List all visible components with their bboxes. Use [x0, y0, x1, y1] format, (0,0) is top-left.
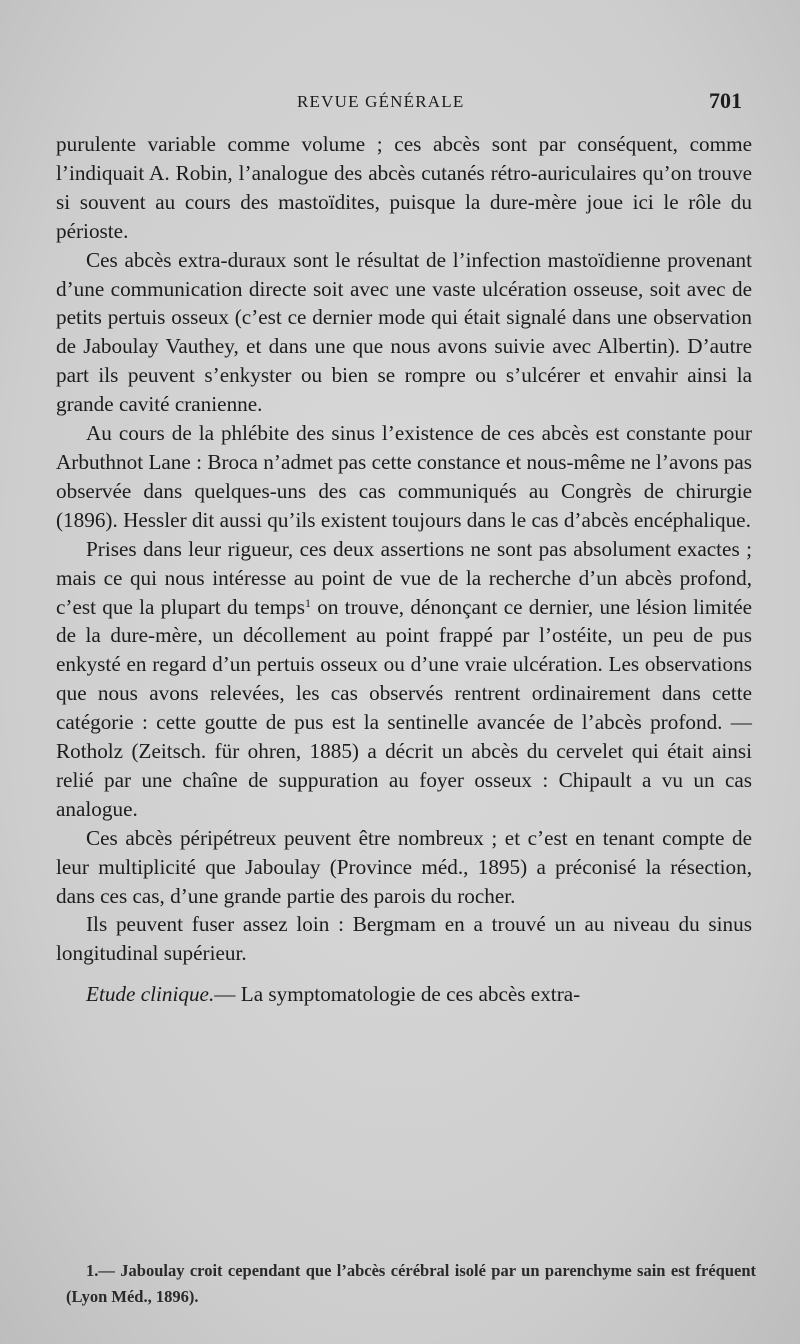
footnote-text: 1.— Jaboulay croit cependant que l’abcès cérébral isolé par un parenchyme sain est fréquent (Lyon Méd., 1896). — [66, 1261, 756, 1306]
section-heading: Etude clinique. — [86, 982, 215, 1007]
paragraph: Au cours de la phlébite des sinus l’existence de ces abcès est constante pour Arbuthnot Lane : Broca n’admet pas cette constance et nous-même ne l’avons pas observée dans quelques-uns des cas communiqués au Congrès de chirurgie (1896). Hessler dit aussi qu’ils existent toujours dans le cas d’abcès encéphalique. — [56, 421, 752, 532]
running-head: REVUE GÉNÉRALE — [297, 92, 465, 111]
page-header — [0, 88, 800, 118]
page-number: 701 — [709, 88, 742, 113]
paragraph-text: Prises dans leur rigueur, ces deux assertions ne sont pas absolument exactes ; mais ce qui nous intéresse au point de vue de la recherche d’un abcès profond, c’est que la plupart du temps — [56, 536, 752, 619]
paragraph: Ces abcès extra-duraux sont le résultat de l’infection mastoïdienne provenant d’une communication directe soit avec une vaste ulcération osseuse, soit avec de petits pertuis osseux (c’est ce dernier mode qui était signalé dans une observation de Jaboulay Vauthey, et dans une que nous avons suivie avec Albertin). D’autre part ils peuvent s’enkyster ou bien se rompre ou s’ulcérer et envahir ainsi la grande cavité cranienne. — [56, 247, 752, 417]
paragraph — [56, 980, 752, 1009]
paragraph: Ils peuvent fuser assez loin : Bergmam en a trouvé un au niveau du sinus longitudinal supérieur. — [56, 912, 752, 966]
footnote-reference[interactable]: 1 — [304, 595, 311, 610]
paragraph: purulente variable comme volume ; ces abcès sont par conséquent, comme l’indiquait A. Robin, l’analogue des abcès cutanés rétro-auriculaires qu’on trouve si souvent au cours des mastoïdites, puisque la dure-mère joue ici le rôle du périoste. — [56, 132, 752, 243]
paragraph: Ces abcès péripétreux peuvent être nombreux ; et c’est en tenant compte de leur multiplicité que Jaboulay (Province méd., 1895) a préconisé la résection, dans ces cas, d’une grande partie des parois du rocher. — [56, 825, 752, 908]
paragraph-text: on trouve, dénonçant ce dernier, une lésion limitée de la dure-mère, un décollement au point frappé par l’ostéite, un peu de pus enkysté en regard d’un pertuis osseux ou d’une vraie ulcération. Les observations que nous avons relevées, les cas observés rentrent ordinairement dans cette catégorie : cette goutte de pus est la sentinelle avancée de l’abcès profond. — Rotholz (Zeitsch. für ohren, 1885) a décrit un abcès du cervelet qui était ainsi relié par une chaîne de suppuration au foyer osseux : Chipault a vu un cas analogue. — [56, 594, 752, 821]
paragraph-text: — La symptomatologie de ces abcès extra- — [214, 982, 581, 1007]
footnote — [66, 1258, 756, 1310]
body-text — [56, 130, 752, 1009]
paragraph — [56, 535, 752, 824]
